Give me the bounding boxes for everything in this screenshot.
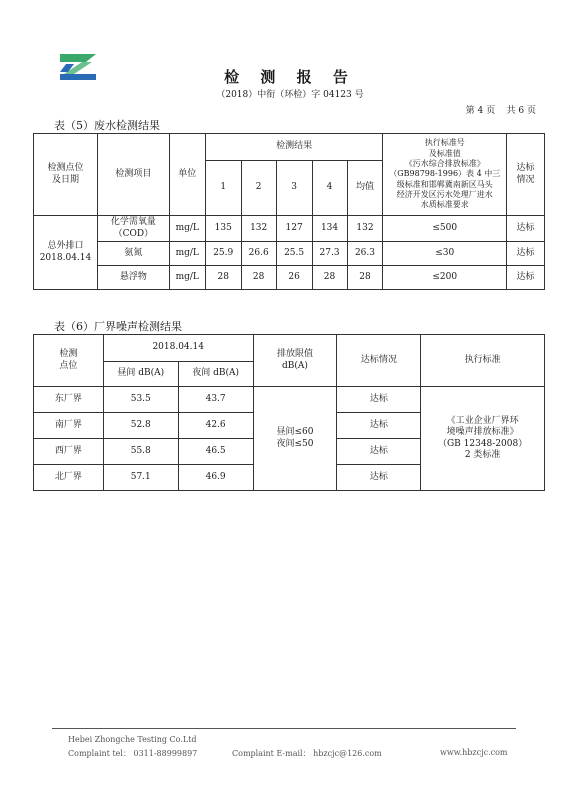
noise-table [33, 334, 545, 491]
point-cell: 东厂界 [34, 387, 104, 413]
night-value-cell: 43.7 [178, 387, 253, 413]
table-row [34, 387, 545, 413]
header-point: 检测 点位 [34, 335, 104, 387]
table5-caption: 表（5）废水检测结果 [54, 119, 160, 132]
header-results: 检测结果 [205, 134, 383, 161]
value-cell: 25.9 [205, 242, 241, 266]
footer-website: www.hbzcjc.com [440, 748, 508, 757]
mean-cell: 28 [347, 266, 383, 290]
header-col-2: 2 [241, 161, 276, 216]
item-cell: 氨氮 [97, 242, 169, 266]
header-unit: 单位 [169, 134, 205, 216]
value-cell: 135 [205, 216, 241, 242]
status-cell: 达标 [507, 216, 545, 242]
status-cell: 达标 [337, 413, 421, 439]
report-title: 检 测 报 告 [224, 68, 356, 86]
status-cell: 达标 [337, 465, 421, 491]
header-night: 夜间 dB(A) [178, 362, 253, 387]
header-date: 2018.04.14 [103, 335, 253, 362]
day-value-cell: 53.5 [103, 387, 178, 413]
mean-cell: 132 [347, 216, 383, 242]
night-value-cell: 46.5 [178, 439, 253, 465]
item-cell: 化学需氧量 （COD） [97, 216, 169, 242]
header-col-1: 1 [205, 161, 241, 216]
day-value-cell: 52.8 [103, 413, 178, 439]
unit-cell: mg/L [169, 266, 205, 290]
table6-caption: 表（6）厂界噪声检测结果 [54, 320, 182, 333]
value-cell: 25.5 [276, 242, 312, 266]
value-cell: 26 [276, 266, 312, 290]
value-cell: 28 [312, 266, 347, 290]
value-cell: 28 [205, 266, 241, 290]
limit-value-cell: 昼间≤60 夜间≤50 [253, 387, 337, 491]
header-compliance: 达标情况 [337, 335, 421, 387]
footer-company: Hebei Zhongche Testing Co.Ltd [68, 735, 197, 744]
point-cell: 南厂界 [34, 413, 104, 439]
header-col-4: 4 [312, 161, 347, 216]
header-day: 昼间 dB(A) [103, 362, 178, 387]
header-compliance: 达标 情况 [507, 134, 545, 216]
footer-email: Complaint E-mail： hbzcjc@126.com [232, 749, 382, 758]
header-item: 检测项目 [97, 134, 169, 216]
status-cell: 达标 [507, 242, 545, 266]
standard-cell: ≤500 [383, 216, 507, 242]
header-limit: 排放限值 dB(A) [253, 335, 337, 387]
value-cell: 132 [241, 216, 276, 242]
header-col-mean: 均值 [347, 161, 383, 216]
night-value-cell: 42.6 [178, 413, 253, 439]
report-number: （2018）中衔（环检）字 04123 号 [216, 90, 364, 100]
standard-cell: 《工业企业厂界环 境噪声排放标准》 （GB 12348-2008） 2 类标准 [421, 387, 545, 491]
table-row [34, 216, 545, 242]
day-value-cell: 57.1 [103, 465, 178, 491]
wastewater-table [33, 133, 545, 290]
header-standard: 执行标准 [421, 335, 545, 387]
header-point-date: 检测点位 及日期 [34, 134, 98, 216]
standard-cell: ≤30 [383, 242, 507, 266]
value-cell: 26.6 [241, 242, 276, 266]
sampling-point: 总外排口 2018.04.14 [34, 216, 98, 290]
value-cell: 127 [276, 216, 312, 242]
header-standard: 执行标准号 及标准值 《污水综合排放标准》 （GB98798-1996）表 4 中三 级标准和邯郸冀南新区马头 经济开发区污水处理厂进水 水质标准要求 [383, 134, 507, 216]
item-cell: 悬浮物 [97, 266, 169, 290]
mean-cell: 26.3 [347, 242, 383, 266]
day-value-cell: 55.8 [103, 439, 178, 465]
status-cell: 达标 [507, 266, 545, 290]
value-cell: 28 [241, 266, 276, 290]
point-cell: 西厂界 [34, 439, 104, 465]
footer-tel: Complaint tel： 0311-88999897 [68, 749, 198, 758]
unit-cell: mg/L [169, 216, 205, 242]
status-cell: 达标 [337, 387, 421, 413]
value-cell: 27.3 [312, 242, 347, 266]
unit-cell: mg/L [169, 242, 205, 266]
footer-divider [52, 728, 516, 729]
point-cell: 北厂界 [34, 465, 104, 491]
status-cell: 达标 [337, 439, 421, 465]
table-row [34, 266, 545, 290]
page-number: 第 4 页 共 6 页 [465, 106, 536, 116]
night-value-cell: 46.9 [178, 465, 253, 491]
standard-cell: ≤200 [383, 266, 507, 290]
value-cell: 134 [312, 216, 347, 242]
header-col-3: 3 [276, 161, 312, 216]
table-row [34, 242, 545, 266]
